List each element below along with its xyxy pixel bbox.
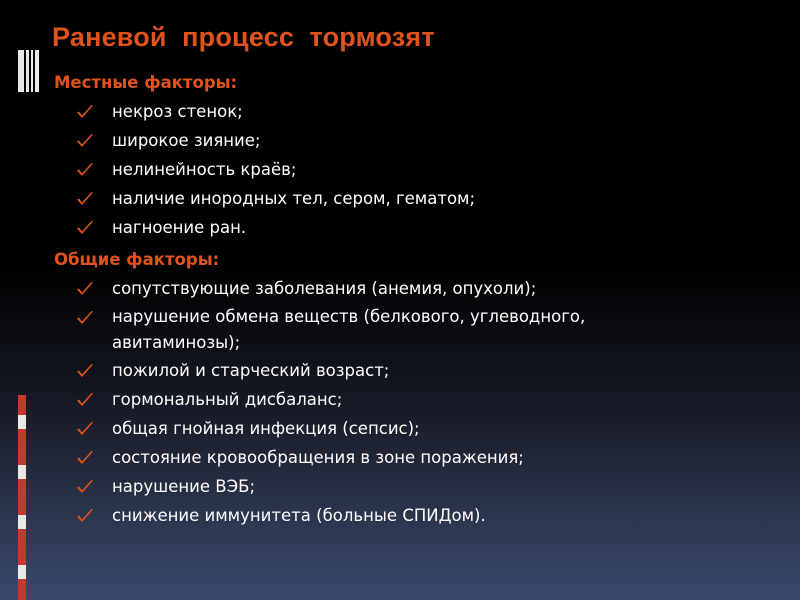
check-mark-icon	[76, 155, 96, 184]
check-mark-icon	[76, 356, 96, 385]
list-item-text: снижение иммунитета (больные СПИДом).	[112, 506, 486, 525]
list-item-text: гормональный дисбаланс;	[112, 390, 343, 409]
decorative-stripes-top	[0, 50, 40, 92]
check-mark-icon	[76, 303, 96, 332]
list-item	[54, 274, 784, 303]
list-item-text: общая гнойная инфекция (сепсис);	[112, 419, 420, 438]
list-item	[54, 184, 784, 213]
list-item	[54, 414, 784, 443]
check-mark-icon	[76, 97, 96, 126]
list-item-text: широкое зияние;	[112, 131, 261, 150]
section-heading-local-factors: Местные факторы:	[54, 73, 238, 92]
list-item	[54, 443, 784, 472]
check-mark-icon	[76, 126, 96, 155]
list-item-text: наличие инородных тел, сером, гематом;	[112, 189, 476, 208]
general-factors-list	[54, 274, 784, 530]
list-item-text: сопутствующие заболевания (анемия, опухоли);	[112, 279, 537, 298]
list-item	[54, 126, 784, 155]
list-item	[54, 356, 784, 385]
list-item-text: состояние кровообращения в зоне поражения;	[112, 448, 524, 467]
list-item-text: некроз стенок;	[112, 102, 243, 121]
list-item	[54, 97, 784, 126]
check-mark-icon	[76, 501, 96, 530]
check-mark-icon	[76, 184, 96, 213]
section-heading-general-factors: Общие факторы:	[54, 250, 220, 269]
list-item-text: нарушение ВЭБ;	[112, 477, 256, 496]
slide-content	[54, 68, 784, 530]
list-item-text: нагноение ран.	[112, 218, 247, 237]
check-mark-icon	[76, 472, 96, 501]
check-mark-icon	[76, 443, 96, 472]
list-item	[54, 385, 784, 414]
check-mark-icon	[76, 213, 96, 242]
list-item-text: нарушение обмена веществ (белкового, углеводного, авитаминозы);	[112, 307, 586, 352]
check-mark-icon	[76, 385, 96, 414]
check-mark-icon	[76, 414, 96, 443]
check-mark-icon	[76, 274, 96, 303]
list-item	[54, 472, 784, 501]
list-item	[54, 303, 784, 356]
list-item	[54, 155, 784, 184]
list-item	[54, 501, 784, 530]
local-factors-list	[54, 97, 784, 242]
list-item-text: пожилой и старческий возраст;	[112, 361, 390, 380]
decorative-stripes-bottom	[18, 395, 28, 600]
list-item	[54, 213, 784, 242]
list-item-text: нелинейность краёв;	[112, 160, 297, 179]
slide-title: Раневой процесс тормозят	[52, 22, 435, 52]
